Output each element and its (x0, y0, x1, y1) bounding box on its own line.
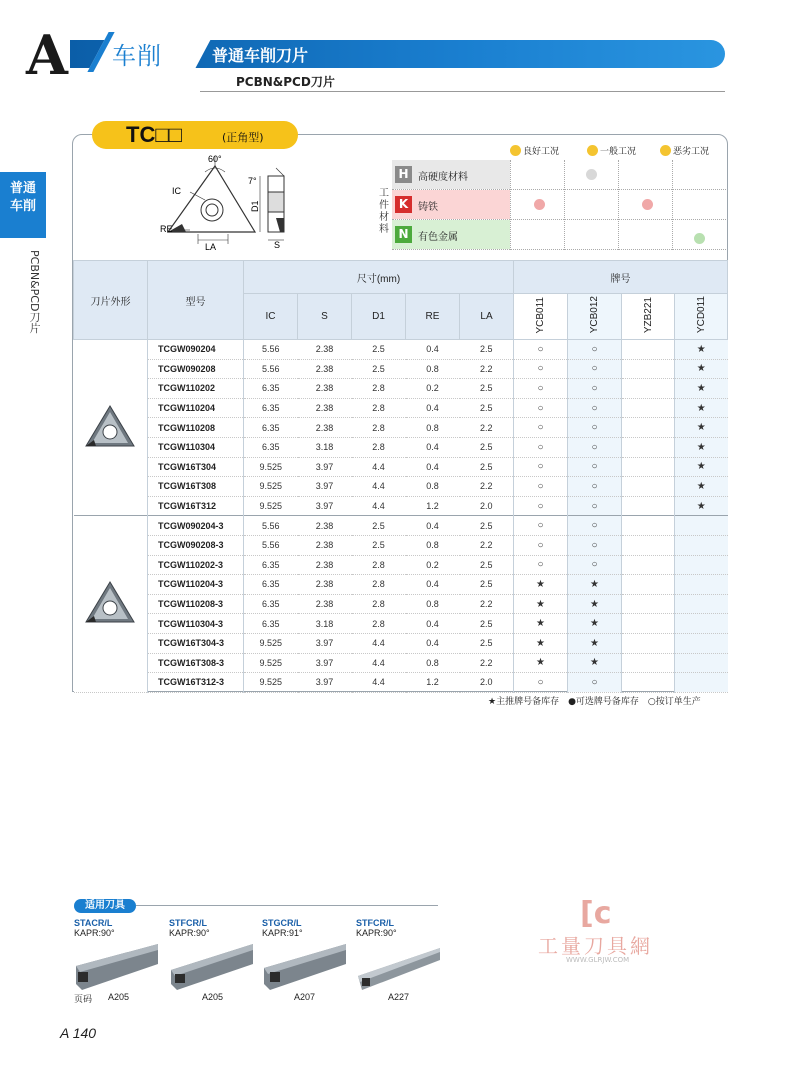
diagram-ic-label: IC (172, 186, 181, 196)
diagram-la-label: LA (205, 242, 217, 252)
brand-mark-cell: ○ (568, 673, 622, 693)
brand-mark-cell: ★ (568, 575, 622, 595)
material-n-name: 有色金属 (418, 232, 458, 243)
dim-cell: 2.38 (298, 575, 352, 595)
dim-cell: 2.8 (352, 437, 406, 457)
dim-cell: 2.5 (460, 555, 514, 575)
dim-cell: 2.5 (460, 437, 514, 457)
tools-divider (136, 905, 438, 906)
dim-cell: 9.525 (244, 673, 298, 693)
dim-cell: 6.35 (244, 418, 298, 438)
brand-mark-cell: ○ (568, 477, 622, 497)
neutral-face-icon (586, 169, 597, 180)
dim-cell: 0.8 (406, 594, 460, 614)
brand-mark-cell (622, 516, 675, 536)
table-row (74, 477, 728, 497)
dim-cell: 5.56 (244, 359, 298, 379)
condition-normal: 一般工况 (587, 144, 636, 157)
dim-cell: 1.2 (406, 673, 460, 693)
tool-name: STACR/L (74, 918, 113, 928)
sad-face-icon (660, 145, 671, 156)
brand-mark-cell: ○ (568, 379, 622, 399)
brand-mark-cell: ★ (675, 340, 728, 360)
table-row (74, 633, 728, 653)
dim-header: D1 (352, 294, 406, 340)
brand-mark-cell (622, 633, 675, 653)
model-cell: TCGW110202-3 (148, 555, 244, 575)
brand-mark-cell: ○ (514, 379, 568, 399)
diagram-angle-label: 60° (208, 154, 222, 164)
dim-cell: 3.97 (298, 673, 352, 693)
dim-cell: 2.5 (352, 535, 406, 555)
dim-cell: 2.5 (352, 359, 406, 379)
condition-good: 良好工况 (510, 144, 559, 157)
dim-cell: 9.525 (244, 457, 298, 477)
dim-cell: 2.5 (460, 457, 514, 477)
dim-cell: 0.4 (406, 398, 460, 418)
dim-cell: 2.38 (298, 340, 352, 360)
tool-name: STFCR/L (356, 918, 394, 928)
dim-cell: 2.2 (460, 477, 514, 497)
table-row (74, 359, 728, 379)
dim-cell: 5.56 (244, 516, 298, 536)
product-table (73, 260, 728, 693)
tool-kapr: KAPR:91° (262, 928, 303, 938)
header-subtitle2: PCBN&PCD刀片 (236, 75, 335, 89)
brand-mark-cell (675, 653, 728, 673)
dim-cell: 6.35 (244, 555, 298, 575)
brand-mark-cell (622, 594, 675, 614)
tool-page[interactable]: A227 (388, 992, 410, 1002)
brand-mark-cell: ○ (514, 359, 568, 379)
brand-mark-cell: ○ (514, 535, 568, 555)
dim-cell: 2.8 (352, 594, 406, 614)
brand-mark-cell: ★ (675, 359, 728, 379)
brand-mark-cell (622, 535, 675, 555)
product-title-pill (92, 121, 298, 149)
dim-cell: 2.38 (298, 535, 352, 555)
dim-cell: 2.5 (460, 575, 514, 595)
insert-shape-icon (82, 402, 138, 452)
brand-mark-cell (622, 575, 675, 595)
table-row (74, 496, 728, 516)
dim-cell: 2.2 (460, 535, 514, 555)
brand-mark-cell: ★ (675, 437, 728, 457)
dim-cell: 6.35 (244, 614, 298, 634)
dim-cell: 0.4 (406, 457, 460, 477)
brand-mark-cell: ★ (568, 633, 622, 653)
dim-cell: 0.4 (406, 575, 460, 595)
good-face-icon (534, 199, 545, 210)
dim-cell: 0.4 (406, 633, 460, 653)
brand-mark-cell (622, 340, 675, 360)
tool-kapr: KAPR:90° (74, 928, 115, 938)
tool-page[interactable]: A207 (294, 992, 316, 1002)
brand-mark-cell: ○ (568, 359, 622, 379)
product-title: TC□□ (126, 122, 182, 147)
insert-shape-icon (82, 578, 138, 628)
brand-mark-cell: ○ (514, 555, 568, 575)
col-model-header: 型号 (148, 261, 244, 340)
dim-cell: 2.0 (460, 673, 514, 693)
model-cell: TCGW110202 (148, 379, 244, 399)
dim-cell: 0.4 (406, 516, 460, 536)
tools-title: 适用刀具 (74, 899, 136, 913)
dim-cell: 2.38 (298, 594, 352, 614)
material-row-n (392, 220, 726, 250)
header-category: 车削 (112, 42, 162, 70)
dim-cell: 2.38 (298, 516, 352, 536)
brand-mark-cell: ★ (675, 398, 728, 418)
dim-cell: 2.8 (352, 614, 406, 634)
dim-cell: 2.0 (460, 496, 514, 516)
brand-mark-cell: ★ (675, 457, 728, 477)
col-brand-header: 牌号 (514, 261, 728, 294)
dim-cell: 2.2 (460, 359, 514, 379)
dim-cell: 0.8 (406, 535, 460, 555)
dim-cell: 0.4 (406, 614, 460, 634)
diagram-d1-label: D1 (250, 200, 260, 212)
dim-cell: 2.2 (460, 594, 514, 614)
dim-cell: 5.56 (244, 340, 298, 360)
table-row (74, 535, 728, 555)
brand-mark-cell (675, 516, 728, 536)
brand-mark-cell: ○ (568, 418, 622, 438)
product-subtitle: (正角型) (222, 131, 264, 144)
dim-header: LA (460, 294, 514, 340)
brand-mark-cell: ★ (514, 614, 568, 634)
diagram-re-label: RE (160, 224, 173, 234)
side-tab[interactable] (0, 172, 46, 238)
dim-cell: 9.525 (244, 653, 298, 673)
brand-header: YZB221 (622, 294, 675, 340)
side-view-diagram (246, 162, 306, 250)
model-cell: TCGW16T304-3 (148, 633, 244, 653)
dim-cell: 2.38 (298, 359, 352, 379)
brand-mark-cell: ○ (514, 457, 568, 477)
dim-cell: 6.35 (244, 594, 298, 614)
brand-mark-cell: ★ (514, 594, 568, 614)
material-h-badge: H (395, 166, 412, 183)
header-subtitle: 普通车削刀片 (212, 46, 309, 65)
brand-mark-cell: ★ (675, 496, 728, 516)
dim-cell: 1.2 (406, 496, 460, 516)
brand-mark-cell: ○ (568, 535, 622, 555)
brand-mark-cell (622, 457, 675, 477)
dim-cell: 2.5 (460, 398, 514, 418)
dim-header: IC (244, 294, 298, 340)
dim-cell: 0.4 (406, 340, 460, 360)
tool-kapr: KAPR:90° (356, 928, 397, 938)
table-row (74, 594, 728, 614)
tool-card[interactable] (169, 918, 255, 998)
brand-mark-cell: ○ (568, 496, 622, 516)
dim-cell: 2.5 (460, 633, 514, 653)
dim-cell: 0.4 (406, 437, 460, 457)
brand-mark-cell (622, 437, 675, 457)
tool-card[interactable] (356, 918, 442, 998)
brand-mark-cell: ○ (514, 477, 568, 497)
brand-mark-cell: ★ (675, 477, 728, 497)
brand-mark-cell: ★ (514, 575, 568, 595)
dim-cell: 0.8 (406, 477, 460, 497)
model-cell: TCGW090208-3 (148, 535, 244, 555)
dim-cell: 6.35 (244, 437, 298, 457)
dim-cell: 9.525 (244, 496, 298, 516)
brand-mark-cell: ★ (568, 653, 622, 673)
insert-shape-cell (74, 340, 148, 516)
table-row (74, 516, 728, 536)
model-cell: TCGW090204 (148, 340, 244, 360)
dim-cell: 4.4 (352, 673, 406, 693)
tools-page-label: 页码 (74, 994, 93, 1004)
condition-bad: 恶劣工况 (660, 144, 709, 157)
brand-mark-cell: ○ (568, 340, 622, 360)
dim-cell: 0.8 (406, 359, 460, 379)
table-row (74, 673, 728, 693)
brand-mark-cell: ○ (568, 516, 622, 536)
dim-cell: 2.8 (352, 418, 406, 438)
dim-cell: 3.97 (298, 457, 352, 477)
brand-mark-cell (675, 594, 728, 614)
dim-cell: 2.38 (298, 555, 352, 575)
model-cell: TCGW16T308 (148, 477, 244, 497)
brand-mark-cell: ○ (514, 673, 568, 693)
watermark-logo: [с (580, 896, 612, 931)
tool-holder-image (262, 940, 348, 994)
model-cell: TCGW16T308-3 (148, 653, 244, 673)
tool-holder-image (356, 940, 442, 994)
brand-mark-cell: ★ (568, 614, 622, 634)
diagram-s-label: S (274, 240, 281, 250)
neutral-face-icon (587, 145, 598, 156)
dim-header: S (298, 294, 352, 340)
table-row (74, 398, 728, 418)
material-group-label: 工件材料 (379, 188, 389, 235)
brand-mark-cell: ○ (568, 457, 622, 477)
dim-cell: 2.5 (460, 340, 514, 360)
brand-mark-cell: ○ (514, 340, 568, 360)
brand-mark-cell: ★ (514, 633, 568, 653)
model-cell: TCGW16T312 (148, 496, 244, 516)
brand-mark-cell (675, 633, 728, 653)
dim-cell: 2.8 (352, 398, 406, 418)
section-letter: A (26, 23, 68, 87)
brand-mark-cell (675, 614, 728, 634)
dim-cell: 6.35 (244, 379, 298, 399)
material-k-name: 铸铁 (418, 202, 438, 213)
brand-mark-cell: ○ (568, 398, 622, 418)
brand-mark-cell: ○ (568, 555, 622, 575)
dim-cell: 2.5 (460, 379, 514, 399)
page-number: A 140 (60, 1025, 97, 1041)
model-cell: TCGW110204 (148, 398, 244, 418)
tool-holder-image (169, 940, 255, 994)
brand-mark-cell (622, 359, 675, 379)
dim-header: RE (406, 294, 460, 340)
tool-kapr: KAPR:90° (169, 928, 210, 938)
dim-cell: 2.8 (352, 555, 406, 575)
model-cell: TCGW090204-3 (148, 516, 244, 536)
good-face-icon (510, 145, 521, 156)
dim-cell: 4.4 (352, 653, 406, 673)
dim-cell: 3.97 (298, 653, 352, 673)
material-n-badge: N (395, 226, 412, 243)
dim-cell: 4.4 (352, 457, 406, 477)
table-row (74, 418, 728, 438)
dim-cell: 6.35 (244, 575, 298, 595)
model-cell: TCGW16T304 (148, 457, 244, 477)
table-row (74, 340, 728, 360)
tool-holder-image (74, 940, 160, 994)
watermark-url: WWW.GLRJW.COM (566, 956, 630, 964)
brand-mark-cell: ○ (568, 437, 622, 457)
table-row (74, 379, 728, 399)
brand-mark-cell (622, 379, 675, 399)
dim-cell: 5.56 (244, 535, 298, 555)
model-cell: TCGW16T312-3 (148, 673, 244, 693)
dim-cell: 0.8 (406, 418, 460, 438)
brand-mark-cell (622, 477, 675, 497)
col-shape-header: 刀片外形 (74, 261, 148, 340)
dim-cell: 3.18 (298, 437, 352, 457)
brand-mark-cell: ○ (514, 496, 568, 516)
brand-mark-cell: ○ (514, 418, 568, 438)
material-k-badge: K (395, 196, 412, 213)
dim-cell: 4.4 (352, 633, 406, 653)
watermark-text: 工量刀具網 (538, 934, 653, 958)
side-tab-line1: 普通 (9, 181, 36, 196)
col-dims-header: 尺寸(mm) (244, 261, 514, 294)
table-row (74, 653, 728, 673)
model-cell: TCGW110304 (148, 437, 244, 457)
sad-face-icon (642, 199, 653, 210)
good-face-icon (694, 233, 705, 244)
brand-header: YCD011 (675, 294, 728, 340)
model-cell: TCGW110208-3 (148, 594, 244, 614)
brand-mark-cell (675, 673, 728, 693)
dim-cell: 2.8 (352, 575, 406, 595)
brand-mark-cell (622, 673, 675, 693)
brand-mark-cell (622, 653, 675, 673)
model-cell: TCGW110304-3 (148, 614, 244, 634)
material-h-name: 高硬度材料 (418, 172, 468, 183)
brand-mark-cell (675, 575, 728, 595)
dim-cell: 2.38 (298, 418, 352, 438)
dim-cell: 2.38 (298, 379, 352, 399)
dim-cell: 3.97 (298, 477, 352, 497)
brand-mark-cell: ★ (568, 594, 622, 614)
material-row-h (392, 160, 726, 190)
brand-mark-cell: ○ (514, 516, 568, 536)
tool-name: STGCR/L (262, 918, 302, 928)
dim-cell: 3.97 (298, 496, 352, 516)
dim-cell: 0.2 (406, 379, 460, 399)
side-tab-line2: 车削 (9, 199, 36, 214)
dim-cell: 2.5 (352, 340, 406, 360)
brand-header: YCB011 (514, 294, 568, 340)
brand-mark-cell (675, 555, 728, 575)
tool-page[interactable]: A205 (202, 992, 224, 1002)
dim-cell: 3.97 (298, 633, 352, 653)
dim-cell: 0.8 (406, 653, 460, 673)
tool-name: STFCR/L (169, 918, 207, 928)
model-cell: TCGW110208 (148, 418, 244, 438)
brand-mark-cell (622, 614, 675, 634)
brand-mark-cell (675, 535, 728, 555)
insert-shape-cell (74, 516, 148, 692)
table-row (74, 575, 728, 595)
tool-card[interactable] (262, 918, 348, 998)
dim-cell: 2.2 (460, 418, 514, 438)
brand-mark-cell (622, 496, 675, 516)
model-cell: TCGW090208 (148, 359, 244, 379)
header-divider (200, 91, 725, 92)
brand-mark-cell (622, 418, 675, 438)
tool-card[interactable] (74, 918, 160, 998)
dim-cell: 6.35 (244, 398, 298, 418)
table-row (74, 437, 728, 457)
brand-mark-cell: ★ (675, 379, 728, 399)
brand-mark-cell: ★ (675, 418, 728, 438)
material-row-k (392, 190, 726, 220)
brand-mark-cell: ○ (514, 437, 568, 457)
dim-cell: 4.4 (352, 477, 406, 497)
table-row (74, 555, 728, 575)
dim-cell: 2.5 (460, 614, 514, 634)
model-cell: TCGW110204-3 (148, 575, 244, 595)
dim-cell: 4.4 (352, 496, 406, 516)
brand-header: YCB012 (568, 294, 622, 340)
brand-mark-cell (622, 398, 675, 418)
legend-note: ★主推牌号备库存 ●可选牌号备库存 ○按订单生产 (488, 697, 701, 707)
tool-page[interactable]: A205 (108, 992, 130, 1002)
dim-cell: 2.8 (352, 379, 406, 399)
table-row (74, 457, 728, 477)
diagram-angle2-label: 7° (248, 176, 257, 186)
dim-cell: 9.525 (244, 477, 298, 497)
dim-cell: 9.525 (244, 633, 298, 653)
dim-cell: 3.18 (298, 614, 352, 634)
dim-cell: 2.5 (460, 516, 514, 536)
dim-cell: 2.5 (352, 516, 406, 536)
dim-cell: 0.2 (406, 555, 460, 575)
brand-mark-cell (622, 555, 675, 575)
dim-cell: 2.38 (298, 398, 352, 418)
dim-cell: 2.2 (460, 653, 514, 673)
brand-mark-cell: ★ (514, 653, 568, 673)
table-row (74, 614, 728, 634)
side-vertical-label: PCBN&PCD刀片 (28, 250, 41, 334)
brand-mark-cell: ○ (514, 398, 568, 418)
